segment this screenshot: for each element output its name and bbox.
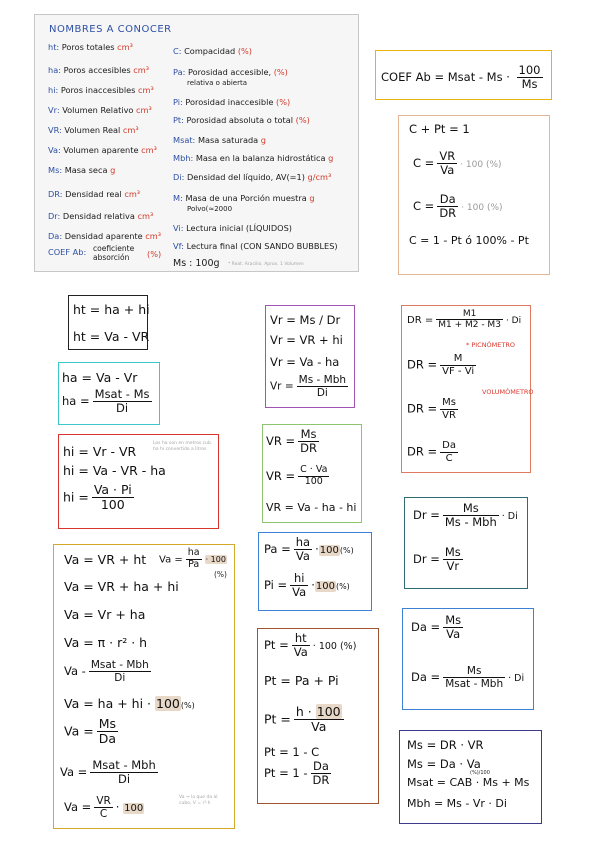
formula-part: Pt = 1 - [264, 766, 308, 781]
formula-part: 100 [319, 545, 339, 557]
formula-part: (%) [339, 546, 354, 556]
formula-part: VR: [48, 125, 62, 135]
formula-part: Pi = [264, 578, 288, 593]
pa-pi-box [258, 532, 372, 611]
formula-part: Volumen aparente [63, 145, 139, 155]
formula-part: cm³ [138, 85, 154, 95]
formula-part: VR [442, 409, 456, 421]
formula-part: ha: [48, 65, 61, 75]
formula-part: · Di [508, 673, 525, 685]
formula-part: VR [96, 795, 111, 807]
formula-part: 100 [304, 475, 323, 487]
formula-part: Di [316, 387, 328, 400]
formula-part: Volumen Real [64, 125, 121, 135]
formula-part [443, 546, 463, 573]
formula-part: Volumen Relativo [62, 105, 134, 115]
formula-part [298, 465, 329, 488]
va-note: Va → lo que da al cubo, V = r²·h [179, 795, 218, 806]
formula-part: Msat: [173, 135, 196, 145]
ms-line-3-sup: (%)/100 [470, 770, 490, 776]
formula-part: DR [439, 206, 457, 221]
formula-part: Ms [445, 613, 462, 627]
formula-part [186, 548, 202, 571]
formula-part: ht [292, 632, 310, 646]
formula-part [294, 536, 312, 563]
formula-part: Porosidad absoluta o total [186, 115, 294, 125]
formula-part [92, 483, 134, 513]
pt-line-5 [264, 760, 334, 787]
pt-box [257, 628, 379, 804]
formula-part: Polvo(≈2000 [187, 205, 233, 213]
formula-part: Masa seca [64, 165, 108, 175]
formula-part: Va · Pi [93, 482, 132, 497]
compacidad-line-3 [413, 193, 503, 220]
formula-part: Dr = [413, 552, 440, 567]
name-left-5 [48, 145, 157, 155]
formula-part [297, 374, 348, 399]
formula-part: Va = [64, 723, 94, 739]
va-line-3: Va = Vr + ha [64, 607, 146, 622]
formula-part: (%) [180, 701, 195, 710]
dreal-line-3 [407, 397, 461, 421]
coef-symbol: COEF Ab: [48, 247, 87, 257]
formula-part: Va: [48, 145, 61, 155]
formula-part: · 100 (%) [312, 641, 357, 653]
formula-part: Porosidad accesible, [187, 67, 272, 77]
vr-line-1: Vr = Ms / Dr [270, 313, 341, 327]
pi-line [264, 572, 350, 599]
formula-part: Da [311, 760, 332, 774]
da-line-1 [411, 614, 466, 641]
ms-label: Ms : 100g [173, 258, 220, 269]
formula-part: DR = [407, 444, 438, 459]
va-line-7 [64, 717, 121, 747]
formula-part: Densidad aparente [64, 231, 143, 241]
coef-unit: (%) [147, 249, 162, 259]
formula-part: 100 [518, 63, 541, 77]
formula-part: VR = [266, 468, 296, 483]
formula-part [294, 705, 344, 735]
drel-line-1 [413, 502, 518, 529]
formula-part: Da = [411, 670, 441, 685]
name-right-3 [173, 115, 310, 125]
formula-part: Di [114, 672, 126, 685]
formula-part: hi = [63, 489, 89, 505]
formula-part: g [309, 193, 315, 203]
formula-part: Lectura inicial (LÍQUIDOS) [186, 223, 292, 233]
formula-part: cm³ [133, 65, 150, 75]
coef-formula-box [375, 50, 552, 100]
formula-part: · [115, 800, 120, 815]
pt-line-1 [264, 632, 356, 659]
compacidad-line-2 [413, 150, 502, 177]
ha-line-1: ha = Va - Vr [62, 370, 138, 385]
dreal-line-1 [407, 309, 521, 331]
formula-part: Msat - Ms [94, 387, 150, 401]
formula-part: ht: [48, 42, 60, 52]
densidad-real-box [401, 305, 534, 473]
vreal-line-1 [266, 428, 322, 455]
formula-part [292, 632, 310, 659]
formula-part: C = [413, 156, 435, 171]
formula-part: Di [116, 401, 129, 416]
formula-part: Poros inaccesibles [60, 85, 136, 95]
hi-line-3 [63, 483, 137, 513]
formula-part: cm³ [136, 105, 152, 115]
formula-part: Ms [98, 716, 116, 731]
masas-box [399, 730, 542, 824]
formula-part: Poros accesibles [63, 65, 131, 75]
formula-part: ha = [62, 394, 90, 409]
vr-line-2: Vr = VR + hi [270, 333, 343, 347]
compacidad-line-4: C = 1 - Pt ó 100% - Pt [409, 234, 529, 247]
formula-part: Va = [60, 765, 88, 780]
formula-part: Va [293, 645, 308, 660]
formula-part: Densidad relativa [62, 211, 135, 221]
formula-part: (%) [273, 67, 288, 77]
dreal-line-2 [407, 353, 479, 377]
dreal-line-4 [407, 440, 461, 464]
formula-part: Densidad del líquido, AV(=1) [186, 172, 305, 182]
formula-part [294, 705, 344, 720]
formula-part: Compacidad [184, 46, 236, 56]
va-box [53, 544, 235, 829]
vr-box [265, 305, 355, 408]
formula-part: (%) [237, 46, 252, 56]
formula-part: DR [312, 773, 330, 788]
formula-part: Masa en la balanza hidrostática [195, 153, 326, 163]
formula-part: Vi: [173, 223, 184, 233]
formula-part: cm³ [141, 145, 157, 155]
name-left-1 [48, 65, 149, 75]
formula-part: Msat - Mbh [445, 678, 504, 691]
formula-part: cm³ [145, 231, 162, 241]
formula-part: Pi: [173, 97, 183, 107]
formula-part: Va = [159, 554, 183, 566]
formula-part: Ms [443, 665, 505, 678]
formula-part: g [328, 153, 334, 163]
hi-line-1: hi = Vr - VR [63, 444, 137, 459]
va-line-8 [60, 759, 161, 786]
hi-line-2: hi = Va - VR - ha [63, 463, 166, 478]
name-left-4 [48, 125, 139, 135]
formula-part: Dr: [48, 211, 61, 221]
formula-part: DR = [407, 357, 438, 372]
ha-line-2 [62, 388, 155, 415]
formula-part: Pt: [173, 115, 184, 125]
va-side-unit: (%) [214, 570, 227, 579]
name-right-5 [173, 153, 333, 163]
formula-part: cm³ [124, 189, 141, 199]
formula-part: DR [300, 441, 318, 456]
formula-part: · 100 (%) [460, 160, 502, 171]
formula-part: Vr = [270, 380, 294, 393]
formula-part [97, 717, 118, 747]
formula-part [298, 428, 319, 455]
coef-fraction [517, 64, 543, 91]
vreal-line-3: VR = Va - ha - hi [266, 501, 357, 514]
formula-part: Va [292, 585, 307, 600]
formula-part: Ms [298, 428, 319, 442]
formula-part: Ms: [48, 165, 63, 175]
formula-part: Pa: [173, 67, 186, 77]
ms-note: * Reat. Aracilio. Aprox. 1 Volumen [228, 262, 304, 267]
formula-part: Ms - Mbh [444, 515, 497, 530]
formula-part [437, 150, 457, 177]
va-line-2: Va = VR + ha + hi [64, 579, 179, 594]
formula-part: Msat - Ms · [447, 70, 510, 85]
pt-line-4: Pt = 1 - C [264, 745, 320, 759]
formula-part: ha [187, 547, 200, 558]
formula-part: Densidad real [65, 189, 122, 199]
formula-part: Va [446, 627, 461, 642]
name-left-6 [48, 165, 115, 175]
names-box [34, 14, 359, 272]
formula-part: 100 [316, 704, 341, 719]
formula-part: Ms [444, 545, 461, 559]
ms-line-2: Ms = Da · Va [407, 757, 481, 771]
pa-line [264, 536, 354, 563]
formula-part: VR [439, 149, 456, 163]
name-left-9 [48, 231, 161, 241]
formula-part: Vr [446, 559, 460, 574]
formula-part: Msat - Mbh [90, 659, 149, 671]
ms-line-1: Ms = DR · VR [407, 738, 484, 752]
formula-part: Da [437, 193, 458, 207]
name-left-8 [48, 211, 153, 221]
va-line-9 [64, 795, 144, 820]
formula-part: Da = [411, 620, 441, 635]
formula-part [94, 795, 112, 820]
formula-part: hi [290, 572, 308, 586]
formula-part: C [445, 452, 453, 464]
name-right-7 [173, 193, 315, 213]
hi-note: Los ha son en metros cub. ha hi convertido a litros [153, 441, 213, 452]
formula-part: M [440, 353, 476, 366]
ht-line-1: ht = ha + hi [73, 302, 150, 317]
picnometro-tag: * PICNÓMETRO [466, 341, 515, 349]
formula-part [443, 614, 463, 641]
da-line-2 [411, 665, 524, 690]
name-left-0 [48, 42, 133, 52]
formula-part [89, 659, 151, 684]
formula-part: Va [295, 549, 310, 564]
formula-part: DR = [407, 401, 438, 416]
va-line-1: Va = VR + ht [64, 552, 147, 567]
coef-desc-2: absorción [93, 253, 130, 262]
formula-part: 100 [100, 497, 125, 513]
formula-part: Ms [442, 397, 456, 408]
va-line-4: Va = π · r² · h [64, 635, 148, 650]
va-side-formula [159, 548, 227, 571]
formula-part [311, 760, 332, 787]
volumen-real-box [262, 424, 362, 523]
formula-part: Vf: [173, 241, 184, 251]
densidad-aparente-box [402, 608, 534, 710]
formula-part: · Di [505, 315, 522, 326]
formula-part: Va [311, 719, 327, 735]
formula-part: Masa de una Porción muestra [185, 193, 307, 203]
formula-part: C: [173, 46, 182, 56]
formula-part: Vr: [48, 105, 60, 115]
formula-part: ha [295, 535, 311, 549]
drel-line-2 [413, 546, 466, 573]
name-right-2 [173, 97, 290, 107]
formula-part: g [110, 165, 116, 175]
vr-line-3: Vr = Va - ha [270, 355, 340, 369]
formula-part: cm³ [137, 211, 154, 221]
coef-formula [381, 64, 546, 91]
formula-part: Ms [443, 502, 499, 516]
formula-part: (%) [295, 115, 310, 125]
formula-part: · 100 (%) [461, 203, 503, 214]
formula-part: DR: [48, 189, 63, 199]
formula-part: C [99, 808, 108, 821]
formula-part: Masa saturada [197, 135, 259, 145]
coef-name [48, 247, 86, 257]
formula-part: · [311, 578, 315, 593]
formula-part: Va = [64, 800, 92, 815]
name-left-3 [48, 105, 152, 115]
formula-part [437, 193, 458, 220]
ms-line-3: Msat = CAB · Ms + Ms [407, 776, 530, 789]
pt-line-2: Pt = Pa + Pi [264, 673, 339, 688]
hi-box [58, 434, 219, 529]
formula-part: VR = [266, 434, 296, 449]
formula-part: 100 [124, 803, 144, 815]
formula-part: VF - Vi [442, 365, 475, 377]
formula-part: Pa [188, 558, 200, 570]
formula-part: Pt = [264, 711, 291, 727]
volumometro-tag: VOLUMÓMETRO [482, 388, 534, 396]
ht-line-2: ht = Va - VR [73, 329, 150, 344]
vreal-line-2 [266, 465, 332, 488]
name-right-8 [173, 223, 292, 233]
formula-part: hi: [48, 85, 59, 95]
formula-part [443, 665, 505, 690]
formula-part [90, 759, 157, 786]
formula-part: · Di [501, 511, 518, 523]
formula-part [440, 353, 476, 377]
compacidad-line-1: C + Pt = 1 [409, 122, 470, 136]
formula-part [440, 397, 458, 421]
ht-box [68, 295, 148, 350]
formula-part: Msat - Mbh [92, 758, 156, 772]
formula-part: DR = [407, 314, 434, 326]
formula-part [440, 440, 458, 464]
formula-part: h · [295, 704, 312, 719]
coef-description [93, 244, 134, 262]
formula-part: (%) [276, 97, 291, 107]
formula-part: Va [440, 163, 455, 178]
ms-line-4: Mbh = Ms - Vr · Di [407, 797, 507, 810]
formula-part: cm³ [117, 42, 133, 52]
formula-part: Mbh: [173, 153, 194, 163]
formula-part: 100 [156, 696, 180, 711]
formula-part: g/cm³ [307, 172, 332, 182]
formula-part: C · Va [300, 464, 328, 475]
formula-part: Di [118, 772, 131, 787]
va-line-5 [64, 659, 154, 684]
name-left-2 [48, 85, 154, 95]
coef-desc-1: coeficiente [93, 244, 135, 253]
formula-part: Pt = [264, 638, 289, 653]
name-right-9 [173, 241, 338, 251]
formula-part: Poros totales [61, 42, 115, 52]
formula-part: M1 + M2 - M3 [438, 320, 501, 331]
formula-part: · 100 [205, 555, 226, 565]
densidad-relativa-box [404, 497, 528, 589]
va-line-6 [64, 696, 195, 711]
formula-part: M1 [436, 309, 503, 320]
formula-part: Da [442, 440, 456, 451]
formula-part: Ms [521, 77, 538, 92]
name-right-0 [173, 46, 252, 56]
name-right-4 [173, 135, 266, 145]
names-title: NOMBRES A CONOCER [49, 24, 172, 35]
formula-part: Da [98, 731, 116, 747]
ha-box [58, 362, 160, 425]
name-left-7 [48, 189, 140, 199]
formula-part: relativa o abierta [187, 79, 248, 87]
formula-part [290, 572, 308, 599]
formula-part: · [315, 542, 319, 557]
formula-part [93, 388, 152, 415]
formula-part: Pa = [264, 542, 291, 557]
formula-part: M: [173, 193, 183, 203]
name-right-6 [173, 172, 331, 182]
formula-part [443, 502, 499, 529]
formula-part: 100 [315, 581, 335, 593]
formula-part: Dr = [413, 508, 440, 523]
formula-part: Di: [173, 172, 185, 182]
name-right-1 [173, 67, 288, 87]
pt-line-3 [264, 705, 347, 735]
formula-part: Va = ha + hi · [64, 696, 152, 711]
formula-part: Da: [48, 231, 63, 241]
formula-part: Porosidad inaccesible [185, 97, 274, 107]
formula-part: g [260, 135, 266, 145]
formula-part: Va - [64, 664, 86, 679]
formula-part: C = [413, 199, 435, 214]
formula-part: Lectura final (CON SANDO BUBBLES) [186, 241, 338, 251]
formula-part: (%) [335, 582, 350, 592]
formula-part: COEF Ab = [381, 70, 445, 85]
vr-line-4 [270, 374, 351, 399]
formula-part [436, 309, 503, 331]
compacidad-box [398, 115, 550, 275]
formula-part: cm³ [122, 125, 139, 135]
formula-part: Ms - Mbh [298, 374, 347, 386]
